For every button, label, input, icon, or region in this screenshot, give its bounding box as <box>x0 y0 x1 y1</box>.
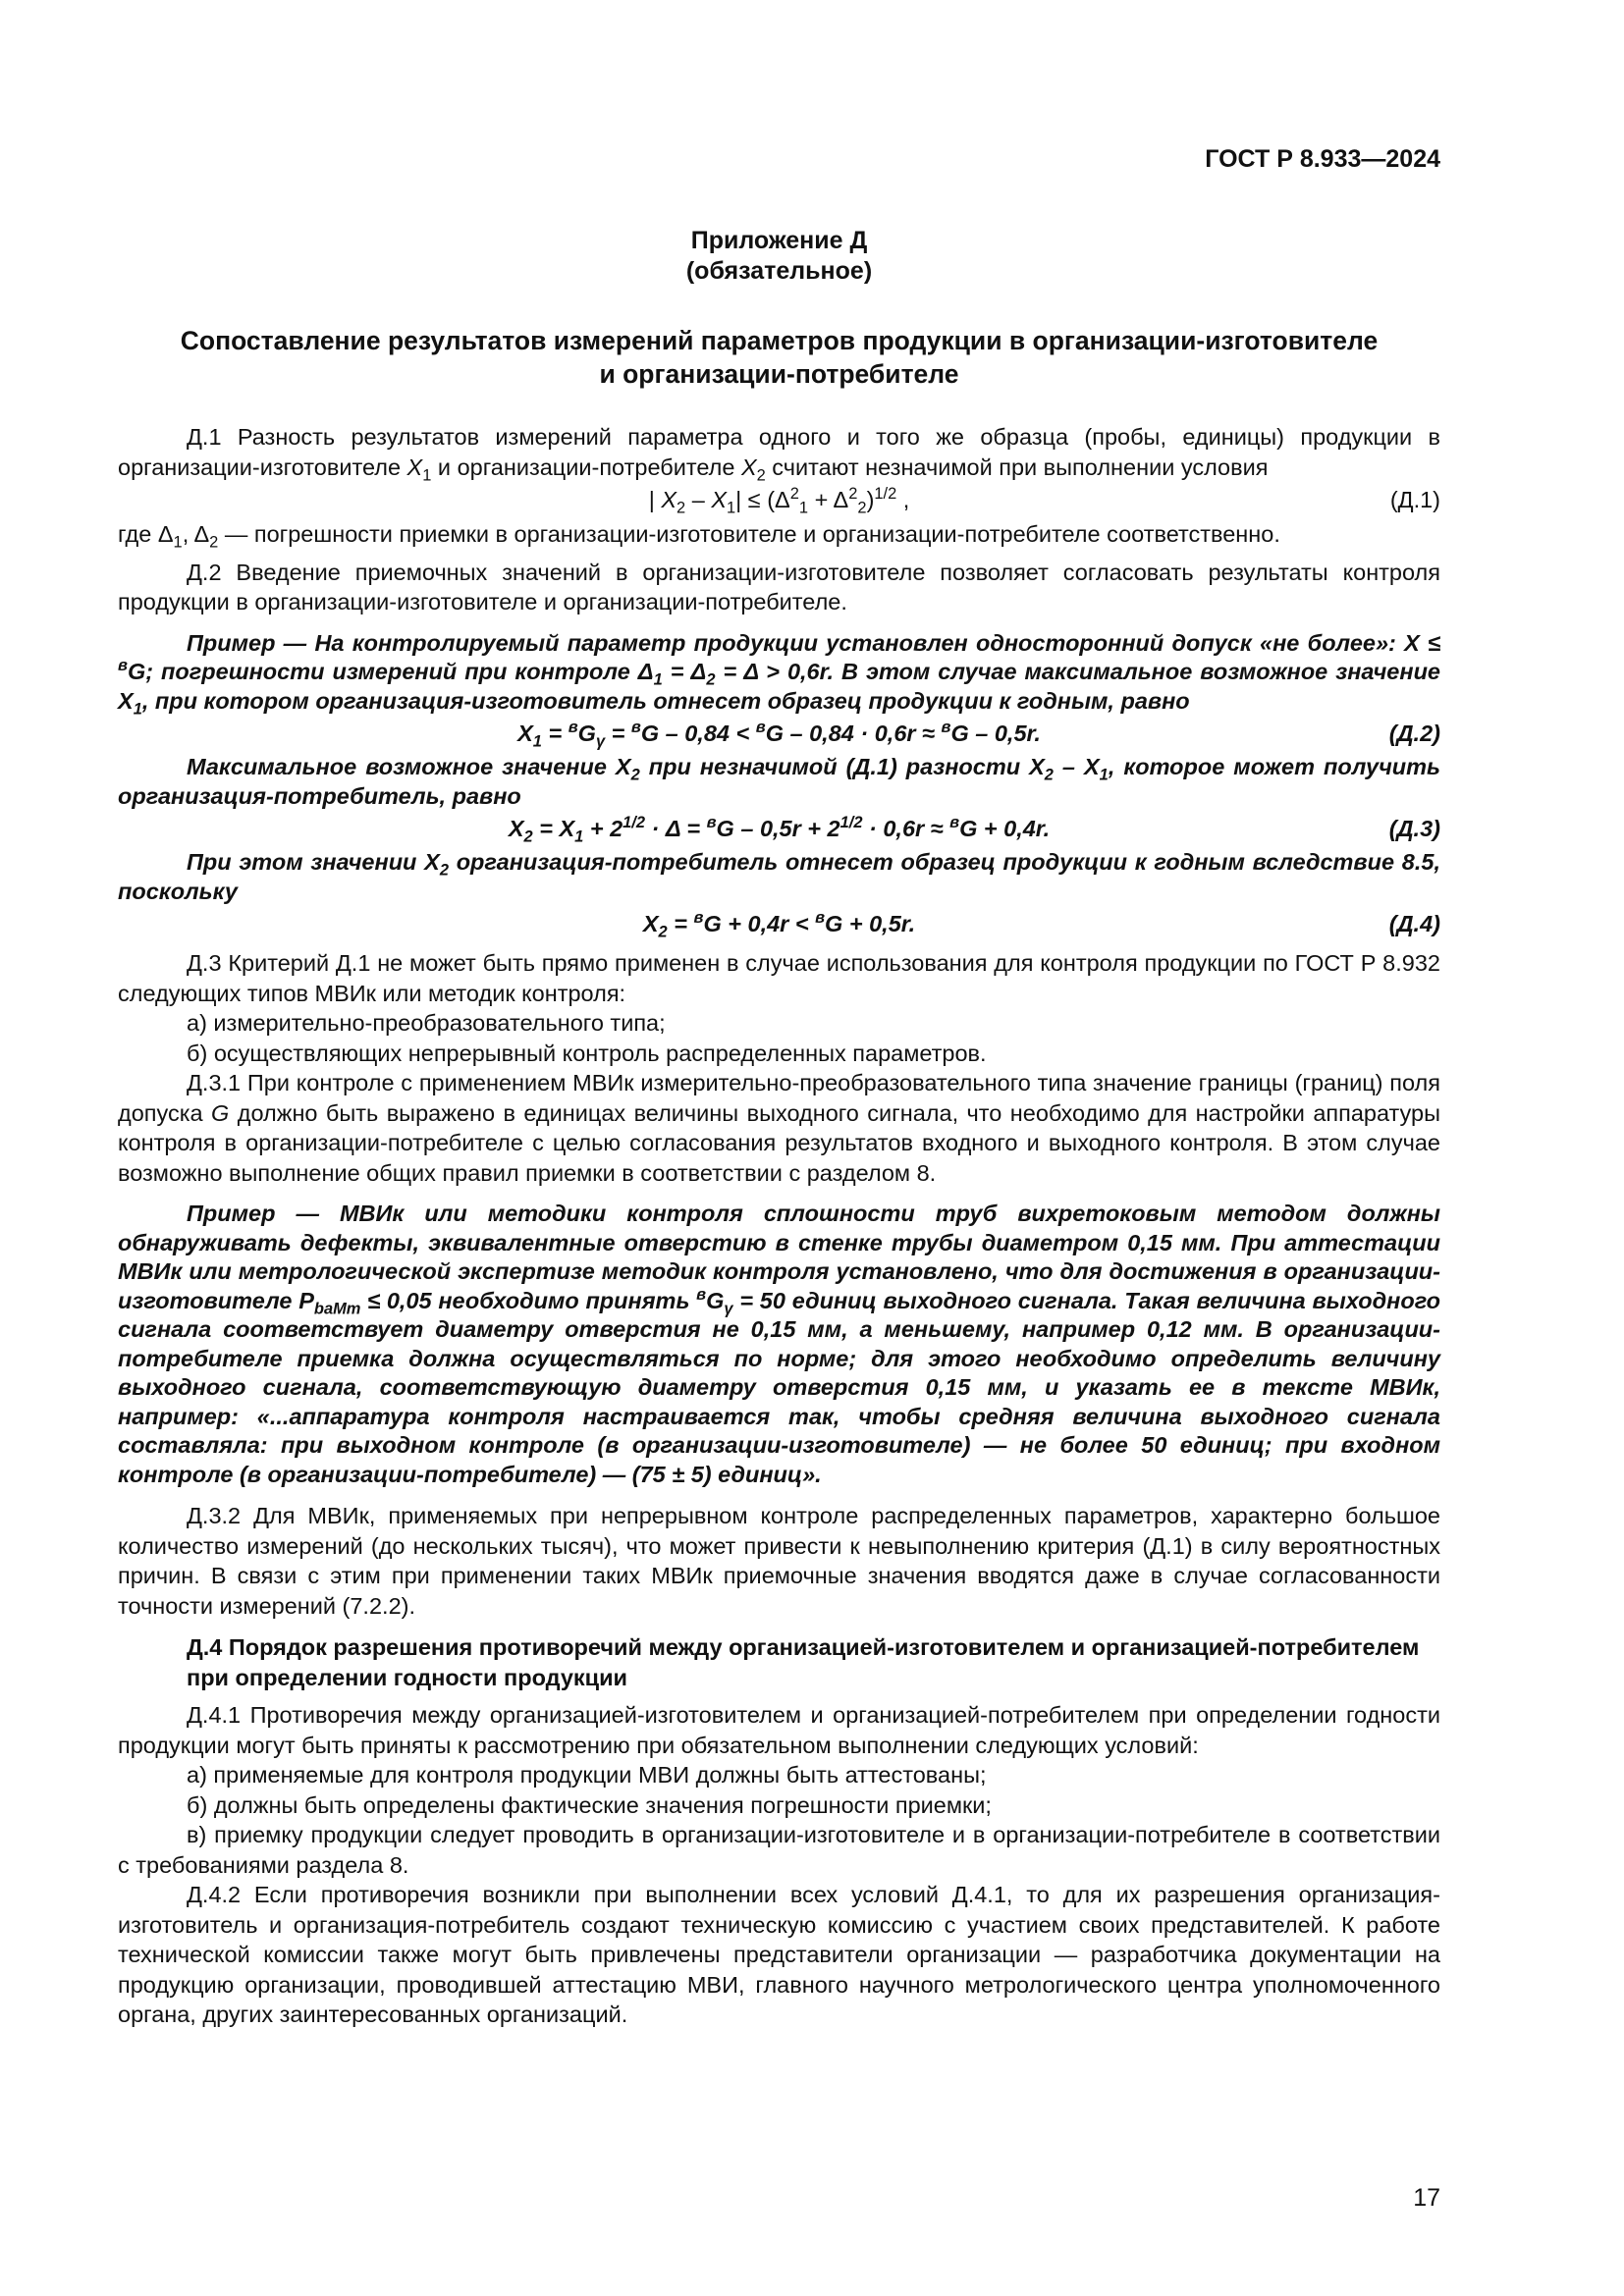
appendix-status: (обязательное) <box>685 257 873 285</box>
appendix-title: Приложение Д <box>690 227 868 254</box>
example-1: Пример — На контролируемый параметр продукции установлен односторонний допуск «не более»: X ≤ $^в$G; погрешности измерений при контроле $\Delta_1 = \Delta_2 = \Delta > 0,6r$. В этом случае максимальное возможное значение $X_1$, при котором организация-изготовитель отнесет образец продукции к годным, равно <box>118 629 1440 719</box>
equation-d1 <box>118 485 1440 516</box>
page-body <box>118 226 1440 2030</box>
equation-d3-expression: $X_2 = X_1 + 2^{1/2} \cdot \Delta = ^вG - 0,5r + 2^{1/2} \cdot 0,6r \approx ^вG + 0,4r$. <box>508 814 1051 846</box>
paragraph-d1: Д.1 Разность результатов измерений параметра одного и того же образца (пробы, единицы) продукции в организации-изготовителе $X_1$ и организации-потребителе $X_2$ считают незначимой при выполнении условия <box>118 424 1440 485</box>
equation-d3-number: (Д.3) <box>1388 816 1440 841</box>
equation-d4-expression: $X_2 = ^вG + 0,4r < ^вG + 0,5r$. <box>642 909 916 941</box>
list-item: в) приемку продукции следует проводить в организации-изготовителе и в организации-потребителе в соответствии с требованиями раздела 8. <box>118 1822 1440 1878</box>
equation-d1-number: (Д.1) <box>1389 487 1440 512</box>
equation-d1-expression: | $X_2 - X_1| \le (\Delta^2_1 + \Delta^2_2)^{1/2}$ , <box>648 485 910 517</box>
standard-number: ГОСТ Р 8.933—2024 <box>1205 145 1440 173</box>
appendix-heading-line1: Сопоставление результатов измерений параметров продукции в организации-изготовителе <box>180 326 1379 355</box>
list-item: а) измерительно-преобразовательного типа; <box>187 1010 666 1036</box>
example-2: Пример — МВИк или методики контроля сплошности труб вихретоковым методом должны обнаруживать дефекты, эквивалентные отверстию в стенке трубы диаметром 0,15 мм. При аттестации МВИк или метрологической экспертизе методик контроля установлено, что для достижения в организации-изготовителе $P_{baMm} \le 0,05$ необходимо принять $^вG_\gamma = 50$ единиц выходного сигнала. Такая величина выходного сигнала соответствует диаметру отверстия не 0,15 мм, а меньшему, например 0,12 мм. В организации-потребителе приемка должна осуществляться по норме; для этого необходимо определить величину выходного сигнала, соответствующую диаметру отверстия 0,15 мм, и указать ее в тексте МВИк, например: «...аппаратура контроля настраивается так, чтобы средняя величина выходного сигнала составляла: при выходном контроле (в организации-изготовителе) — не более 50 единиц; при входном контроле (в организации-потребителе) — (75 ± 5) единиц». <box>118 1201 1441 1487</box>
page-number: 17 <box>1413 2184 1440 2212</box>
equation-d4 <box>118 909 1440 940</box>
appendix-heading <box>118 324 1440 391</box>
paragraph-d2: Д.2 Введение приемочных значений в организации-изготовителе позволяет согласовать результаты контроля продукции в организации-изготовителе и организации-потребителе. <box>118 559 1440 614</box>
where-clause: где $\Delta_1$, $\Delta_2$ — погрешности приемки в организации-изготовителе и организации-потребителе соответственно. <box>118 521 1280 552</box>
paragraph-d3: Д.3 Критерий Д.1 не может быть прямо применен в случае использования для контроля продукции по ГОСТ Р 8.932 следующих типов МВИк или методик контроля: <box>118 950 1440 1006</box>
equation-d3 <box>118 814 1440 845</box>
section-d4-heading: Д.4 Порядок разрешения противоречий между организацией-изготовителем и организацией-потребителем при определении годности продукции <box>187 1634 1420 1690</box>
appendix-heading-line2: и организации-потребителе <box>599 359 959 389</box>
list-item: б) осуществляющих непрерывный контроль распределенных параметров. <box>187 1040 987 1066</box>
example-1-para-3: При этом значении $X_2$ организация-потребитель отнесет образец продукции к годным вследствие 8.5, поскольку <box>118 849 1440 904</box>
paragraph-d32: Д.3.2 Для МВИк, применяемых при непрерывном контроле распределенных параметров, характерно большое количество измерений (до нескольких тысяч), что может привести к невыполнению критерия (Д.1) в силу вероятностных причин. В связи с этим при применении таких МВИк приемочные значения вводятся даже в случае согласованности точности измерений (7.2.2). <box>118 1503 1440 1619</box>
paragraph-d42: Д.4.2 Если противоречия возникли при выполнении всех условий Д.4.1, то для их разрешения организация-изготовитель и организация-потребитель создают техническую комиссию с участием своих представителей. К работе технической комиссии также могут быть привлечены представители организации — разработчика документации на продукцию организации, проводившей аттестацию МВИ, главного научного метрологического центра уполномоченного органа, других заинтересованных организаций. <box>118 1882 1440 2027</box>
paragraph-d31: Д.3.1 При контроле с применением МВИк измерительно-преобразовательного типа значение границы (границ) поля допуска G должно быть выражено в единицах величины выходного сигнала, что необходимо для настройки аппаратуры контроля в организации-потребителе с целью согласования результатов входного и выходного контроля. В этом случае возможно выполнение общих правил приемки в соответствии с разделом 8. <box>118 1070 1441 1186</box>
paragraph-d41: Д.4.1 Противоречия между организацией-изготовителем и организацией-потребителем при определении годности продукции могут быть приняты к рассмотрению при обязательном выполнении следующих условий: <box>118 1702 1440 1758</box>
equation-d2 <box>118 719 1440 750</box>
equation-d2-number: (Д.2) <box>1388 721 1440 746</box>
example-1-para-2: Максимальное возможное значение $X_2$ при незначимой (Д.1) разности $X_2 - X_1$, которое может получить организация-потребитель, равно <box>118 754 1440 809</box>
list-item: а) применяемые для контроля продукции МВИ должны быть аттестованы; <box>187 1762 987 1788</box>
equation-d2-expression: $X_1 = ^вG_\gamma = ^вG - 0,84 < ^вG - 0,84 \cdot 0,6r \approx ^вG - 0,5r$. <box>517 719 1041 751</box>
equation-d4-number: (Д.4) <box>1388 911 1440 936</box>
list-item: б) должны быть определены фактические значения погрешности приемки; <box>187 1791 992 1818</box>
